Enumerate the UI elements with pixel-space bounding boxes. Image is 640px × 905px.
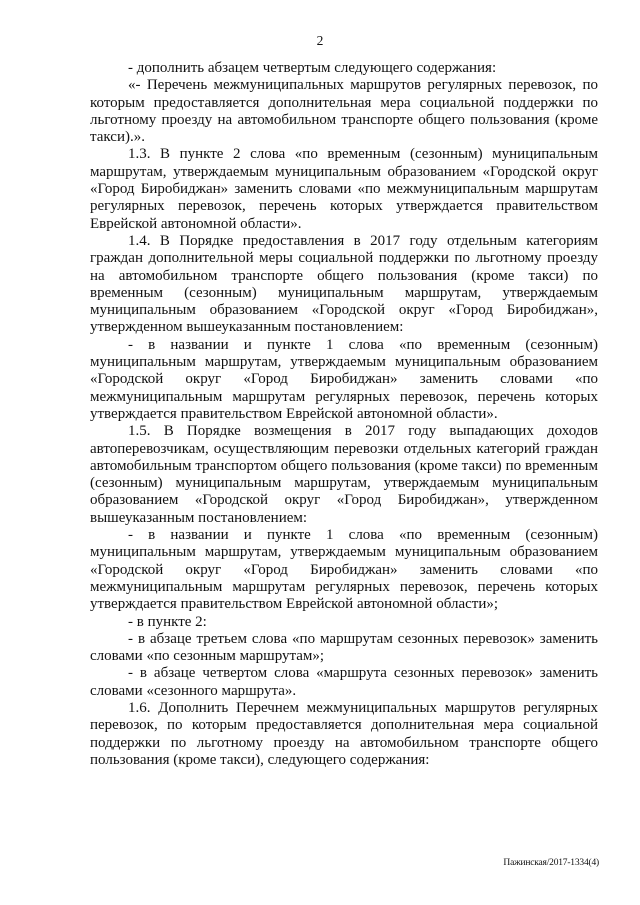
page-number: 2 bbox=[316, 33, 324, 48]
paragraph: - в названии и пункте 1 слова «по временным (сезонным) муниципальным маршрутам, утверждаемым муниципальным образованием «Городской округ «Город Биробиджан» заменить словами «по межмуниципальным маршрутам регулярных перевозок, перечень которых утверждается правительством Еврейской автономной области»; bbox=[90, 527, 598, 613]
paragraph: - в абзаце четвертом слова «маршрута сезонных перевозок» заменить словами «сезонного маршрута». bbox=[90, 665, 598, 699]
paragraph: - в пункте 2: bbox=[128, 613, 207, 630]
paragraph: 1.3. В пункте 2 слова «по временным (сезонным) муниципальным маршрутам, утверждаемым муниципальным образованием «Городской округ «Город Биробиджан» заменить словами «по межмуниципальным маршрутам регулярных перевозок, перечень которых утверждается правительством Еврейской автономной области». bbox=[90, 146, 598, 232]
document-body bbox=[90, 60, 598, 769]
paragraph: 1.6. Дополнить Перечнем межмуниципальных маршрутов регулярных перевозок, по которым предоставляется дополнительная мера социальной поддержки по льготному проезду на автомобильном транспорте общего пользования (кроме такси), следующего содержания: bbox=[90, 699, 598, 768]
paragraph: - в абзаце третьем слова «по маршрутам сезонных перевозок» заменить словами «по сезонным маршрутам»; bbox=[90, 630, 598, 665]
footer-reference: Пажинская/2017-1334(4) bbox=[503, 858, 599, 868]
paragraph: - дополнить абзацем четвертым следующего содержания: bbox=[128, 60, 497, 76]
paragraph: 1.4. В Порядке предоставления в 2017 году отдельным категориям граждан дополнительной меры социальной поддержки по льготному проезду на автомобильном транспорте общего пользования (кроме такси) по временным (сезонным) муниципальным маршрутам, утверждаемым муниципальным образованием «Городской округ «Город Биробиджан», утвержденном вышеуказанным постановлением: bbox=[90, 232, 598, 336]
paragraph: «- Перечень межмуниципальных маршрутов регулярных перевозок, по которым предоставляется дополнительная мера социальной поддержки по льготному проезду на автомобильном транспорте общего пользования (кроме такси).». bbox=[90, 77, 598, 146]
paragraph: - в названии и пункте 1 слова «по временным (сезонным) муниципальным маршрутам, утверждаемым муниципальным образованием «Городской округ «Город Биробиджан» заменить словами «по межмуниципальным маршрутам регулярных перевозок, перечень которых утверждается правительством Еврейской автономной области». bbox=[90, 336, 598, 422]
paragraph: 1.5. В Порядке возмещения в 2017 году выпадающих доходов автоперевозчикам, осуществляющим перевозки отдельных категорий граждан автомобильным транспортом общего пользования (кроме такси) по временным (сезонным) муниципальным маршрутам, утверждаемым муниципальным образованием «Городской округ «Город Биробиджан», утвержденном вышеуказанным постановлением: bbox=[90, 423, 598, 526]
